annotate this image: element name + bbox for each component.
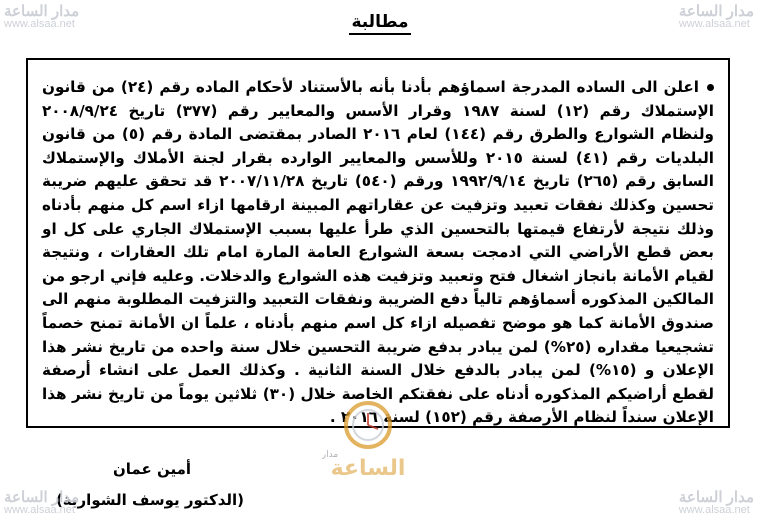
logo-wordmark: الساعة: [330, 456, 406, 481]
watermark-site-name: مدار الساعة: [678, 3, 754, 20]
bullet-icon: [707, 84, 714, 91]
watermark-site-name: مدار الساعة: [4, 3, 80, 20]
watermark-bottom-right: [678, 489, 754, 516]
signatory-name: (الدكتور يوسف الشواربة): [55, 491, 245, 509]
watermark-site-url: www.alsaa.net: [4, 18, 75, 30]
logo-small-text: مدار: [322, 450, 339, 460]
watermark-site-name: مدار الساعة: [4, 489, 80, 506]
notice-frame: [26, 58, 730, 428]
watermark-site-name: مدار الساعة: [678, 489, 754, 506]
signatory-title: أمين عمان: [112, 460, 191, 478]
watermark-top-left: [4, 3, 80, 30]
watermark-top-right: [678, 3, 754, 30]
notice-title: [0, 12, 760, 32]
notice-body: [42, 76, 714, 430]
watermark-site-url: www.alsaa.net: [4, 504, 75, 516]
watermark-bottom-left: [4, 489, 80, 516]
watermark-site-url: www.alsaa.net: [678, 18, 750, 30]
notice-body-text: اعلن الى الساده المدرجة اسماؤهم بأدنا بأنه بالأستناد لأحكام الماده رقم (٢٤) من قانون الإستملاك رقم (١٢) لسنة ١٩٨٧ وقرار الأسس والمعايير رقم (٣٧٧) تاريخ ٢٠٠٨/٩/٢٤ ولنظام الشوارع والطرق رقم (١٤٤) لعام ٢٠١٦ الصادر بمقتضى المادة رقم (٥) من قانون البلديات رقم (٤١) لسنة ٢٠١٥ وللأسس والمعايير الوارده بقرار لجنة الأملاك والإستملاك السابق رقم (٢٦٥) تاريخ ١٩٩٢/٩/١٤ ورقم (٥٤٠) تاريخ ٢٠٠٧/١١/٢٨ قد تحقق عليهم ضريبة تحسين وكذلك نفقات تعبيد وتزفيت عن عقاراتهم المبينة ارقامها ازاء اسم كل منهم بأدناه وذلك نتيجة لأرتفاع قيمتها بالتحسين الذي طرأ عليها بسبب الإستملاك الجاري على كل او بعض قطع الأراضي التي ادمجت بسعة الشوارع العامة المارة امام تلك العقارات ، ونتيجة لقيام الأمانة بانجاز اشغال فتح وتعبيد وتزفيت هذه الشوارع والدخلات. وعليه فإني ارجو من المالكين المذكوره أسماؤهم تالياً دفع الضريبة ونفقات التعبيد والتزفيت المطلوبة منهم الى صندوق الأمانة كما هو موضح تفصيله ازاء كل اسم منهم بأدناه ، علماً ان الأمانة تمنح خصماً تشجيعيا مقداره (٢٥%) لمن يبادر بدفع ضريبة التحسين خلال سنة واحده من تاريخ نشر هذا الإعلان و (١٥%) لمن يبادر بالدفع خلال السنة الثانية . وكذلك العمل على انشاء أرصفة لقطع أراضيكم المذكوره أدناه على نفقتكم الخاصة خلال (٣٠) ثلاثين يوماً من تاريخ نشر هذا الإعلان سنداً لنظام الأرصفة رقم (١٥٢) لسنة ٢٠١٦ .: [42, 78, 714, 427]
clock-logo-icon: [322, 395, 414, 487]
notice-title-text: مطالبة: [349, 12, 410, 35]
watermark-site-url: www.alsaa.net: [678, 504, 750, 516]
